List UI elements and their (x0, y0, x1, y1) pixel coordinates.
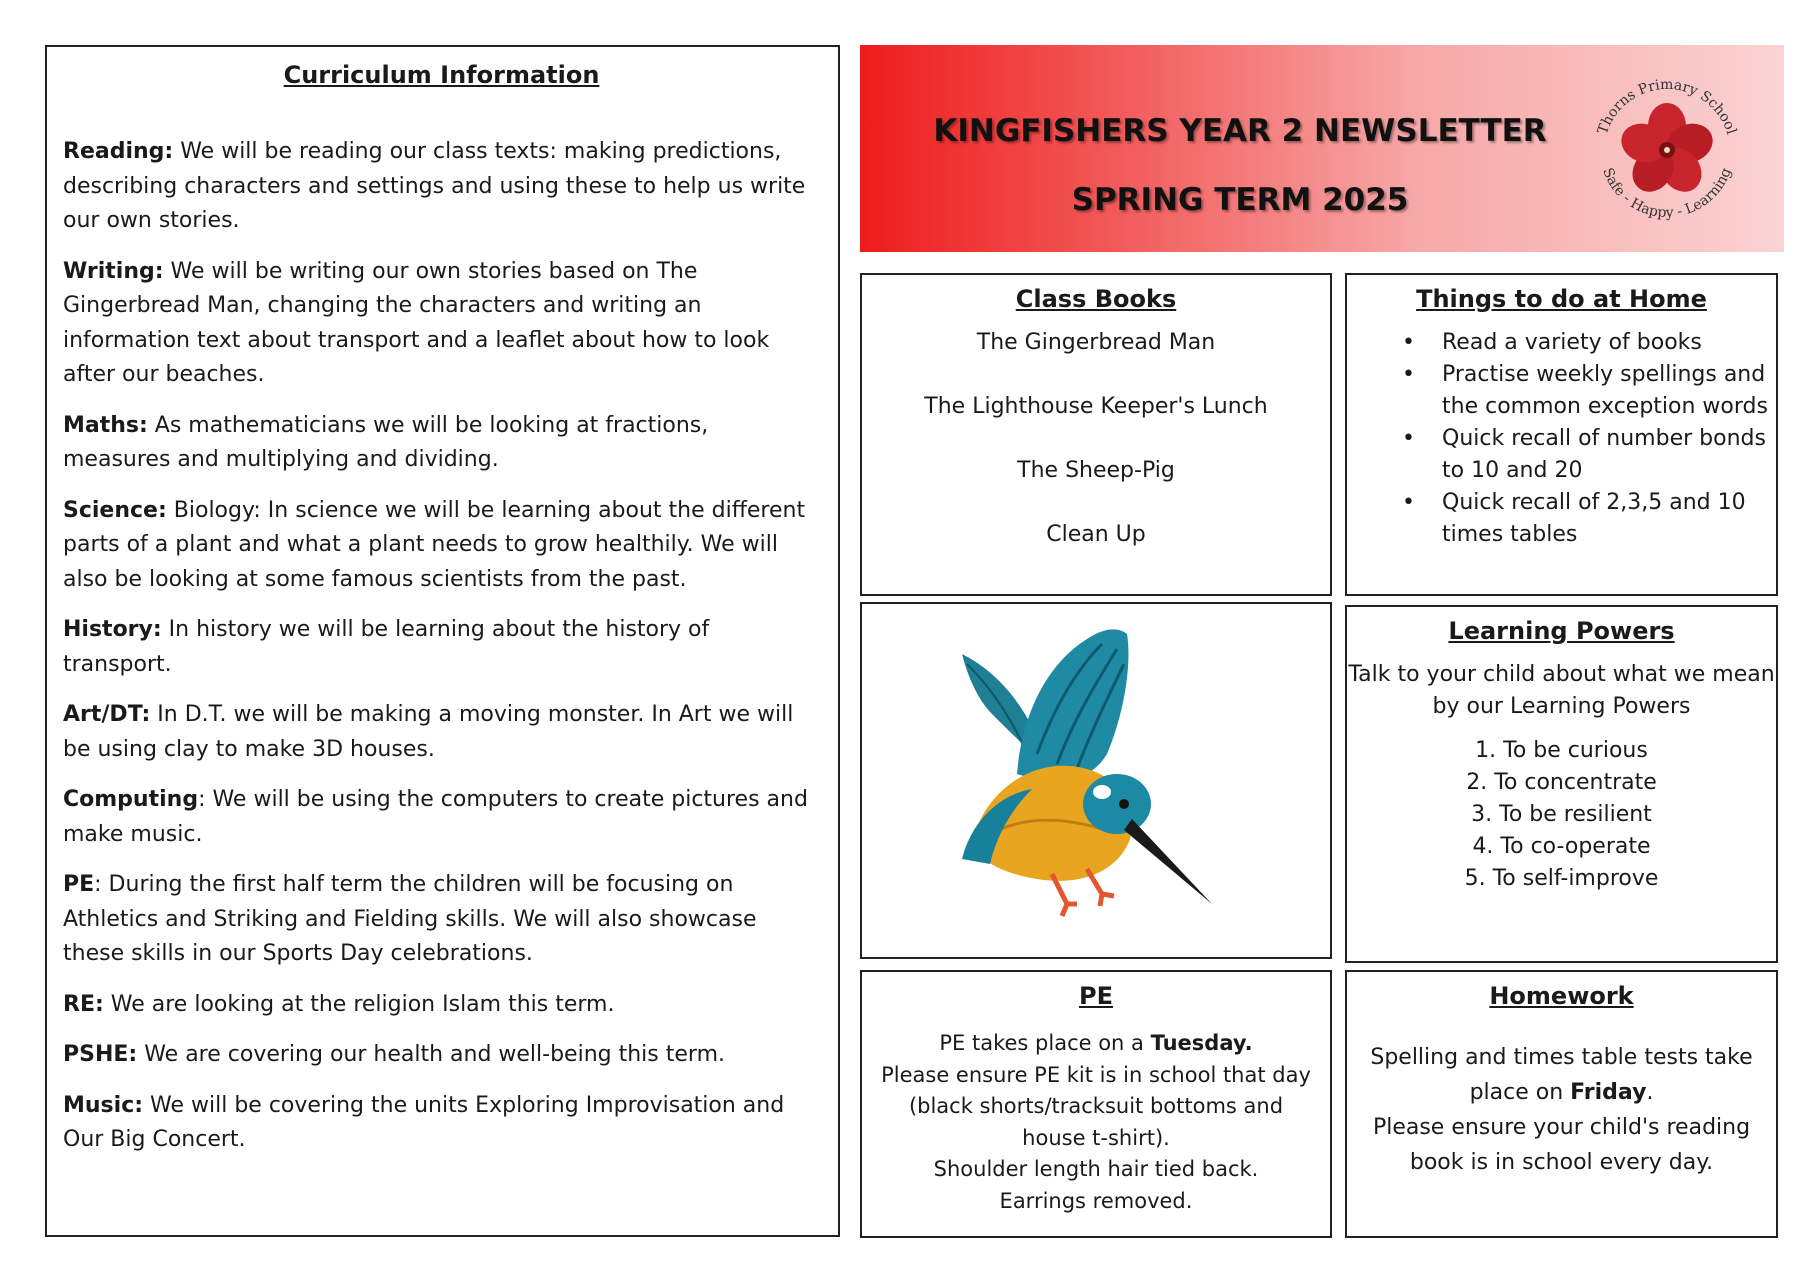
home-tasks-title: Things to do at Home (1416, 285, 1707, 313)
curriculum-subject (63, 783, 820, 852)
book-item: The Lighthouse Keeper's Lunch (924, 394, 1268, 419)
learning-power-item: 5. To self-improve (1464, 866, 1659, 891)
pe-day-text: PE takes place on a (939, 1031, 1151, 1055)
pe-kit-line: Please ensure PE kit is in school that day (black shorts/tracksuit bottoms and house t-shirt). (881, 1062, 1311, 1150)
pe-hair-line: Shoulder length hair tied back. (933, 1157, 1259, 1181)
subject-description: We are looking at the religion Islam this term. (103, 991, 615, 1017)
subject-description: We will be covering the units Exploring Improvisation and Our Big Concert. (63, 1092, 785, 1152)
home-task-item: • Read a variety of books (1442, 327, 1776, 359)
curriculum-subject (63, 988, 820, 1023)
learning-power-item: 2. To concentrate (1466, 770, 1657, 795)
subject-name: Writing: (63, 258, 164, 284)
subject-name: Music: (63, 1092, 144, 1118)
curriculum-subject (63, 1089, 820, 1158)
learning-powers-panel (1345, 605, 1778, 963)
subject-name: Science: (63, 497, 167, 523)
subject-description: In history we will be learning about the history of transport. (63, 617, 710, 677)
pe-body (862, 1028, 1330, 1217)
curriculum-subject (63, 255, 820, 393)
curriculum-subject (63, 613, 820, 682)
home-task-item: • Quick recall of 2,3,5 and 10 times tables (1442, 487, 1776, 551)
learning-powers-title: Learning Powers (1448, 617, 1675, 645)
logo-school-name: Thorns Primary School (1594, 76, 1740, 137)
subject-name: PSHE: (63, 1042, 138, 1067)
home-task-list (1347, 327, 1776, 551)
logo-motto: Safe - Happy - Learning (1599, 165, 1735, 222)
newsletter-term: SPRING TERM 2025 (1071, 182, 1409, 218)
subject-name: RE: (63, 991, 104, 1017)
subject-description: In D.T. we will be making a moving monster. In Art we will be using clay to make 3D houses. (63, 702, 794, 762)
homework-day-line (1365, 1040, 1758, 1110)
pe-title: PE (1079, 982, 1113, 1010)
homework-day-text: Spelling and times table tests take place on (1370, 1045, 1753, 1105)
curriculum-subject (63, 1038, 820, 1073)
learning-powers-intro: Talk to your child about what we mean by our Learning Powers (1348, 662, 1775, 719)
subject-description: We will be writing our own stories based on The Gingerbread Man, changing the characters and writing an information text about transport and a leaflet about how to look after our beaches. (63, 258, 770, 387)
homework-title: Homework (1489, 982, 1634, 1010)
pe-day: Tuesday. (1150, 1031, 1253, 1055)
curriculum-panel (45, 45, 840, 1237)
home-task-item: • Quick recall of number bonds to 10 and 20 (1442, 423, 1776, 487)
subject-description: : During the first half term the children will be focusing on Athletics and Striking and Fielding skills. We will also showcase these skills in our Sports Day celebrations. (63, 872, 757, 966)
subject-name: Maths: (63, 412, 148, 438)
home-tasks-panel (1345, 273, 1778, 596)
learning-power-item: 3. To be resilient (1471, 802, 1652, 827)
learning-power-item: 4. To co-operate (1472, 834, 1651, 859)
curriculum-subject (63, 698, 820, 767)
home-task-item: • Practise weekly spellings and the common exception words (1442, 359, 1776, 423)
subject-name: Reading: (63, 139, 174, 164)
homework-panel (1345, 970, 1778, 1238)
subject-description: Biology: In science we will be learning about the different parts of a plant and what a plant needs to grow healthily. We will also be looking at some famous scientists from the past. (63, 497, 806, 592)
subject-list (63, 135, 820, 1158)
subject-name: Computing (63, 787, 199, 812)
flower-icon (1616, 103, 1717, 200)
class-books-panel (860, 273, 1332, 596)
class-books-title: Class Books (1015, 285, 1177, 313)
subject-description: As mathematicians we will be looking at fractions, measures and multiplying and dividing. (63, 412, 709, 472)
homework-day-suffix: . (1646, 1080, 1654, 1105)
subject-description: We will be reading our class texts: making predictions, describing characters and settings and using these to help us write our own stories. (63, 139, 806, 233)
learning-power-item: 1. To be curious (1475, 738, 1648, 763)
homework-body (1347, 1040, 1776, 1180)
curriculum-subject (63, 135, 820, 239)
homework-reading-line: Please ensure your child's reading book is in school every day. (1372, 1115, 1751, 1175)
curriculum-title: Curriculum Information (283, 61, 600, 89)
pe-day-line (878, 1028, 1314, 1060)
book-item: The Sheep-Pig (1017, 458, 1175, 483)
subject-name: Art/DT: (63, 702, 151, 727)
subject-name: History: (63, 617, 162, 642)
school-logo (1582, 62, 1752, 232)
subject-name: PE (63, 872, 95, 897)
kingfisher-image-panel (860, 602, 1332, 959)
kingfisher-icon (862, 604, 1330, 957)
subject-description: : We will be using the computers to create pictures and make music. (63, 787, 808, 847)
curriculum-subject (63, 868, 820, 972)
homework-day: Friday (1570, 1080, 1647, 1105)
learning-powers-list (1347, 735, 1776, 895)
pe-panel (860, 970, 1332, 1238)
subject-description: We are covering our health and well-being this term. (137, 1042, 725, 1067)
curriculum-subject (63, 494, 820, 598)
book-item: The Gingerbread Man (976, 330, 1216, 355)
curriculum-subject (63, 409, 820, 478)
newsletter-title: KINGFISHERS YEAR 2 NEWSLETTER (933, 113, 1547, 149)
pe-earrings-line: Earrings removed. (999, 1188, 1193, 1213)
book-item: Clean Up (1046, 522, 1146, 547)
